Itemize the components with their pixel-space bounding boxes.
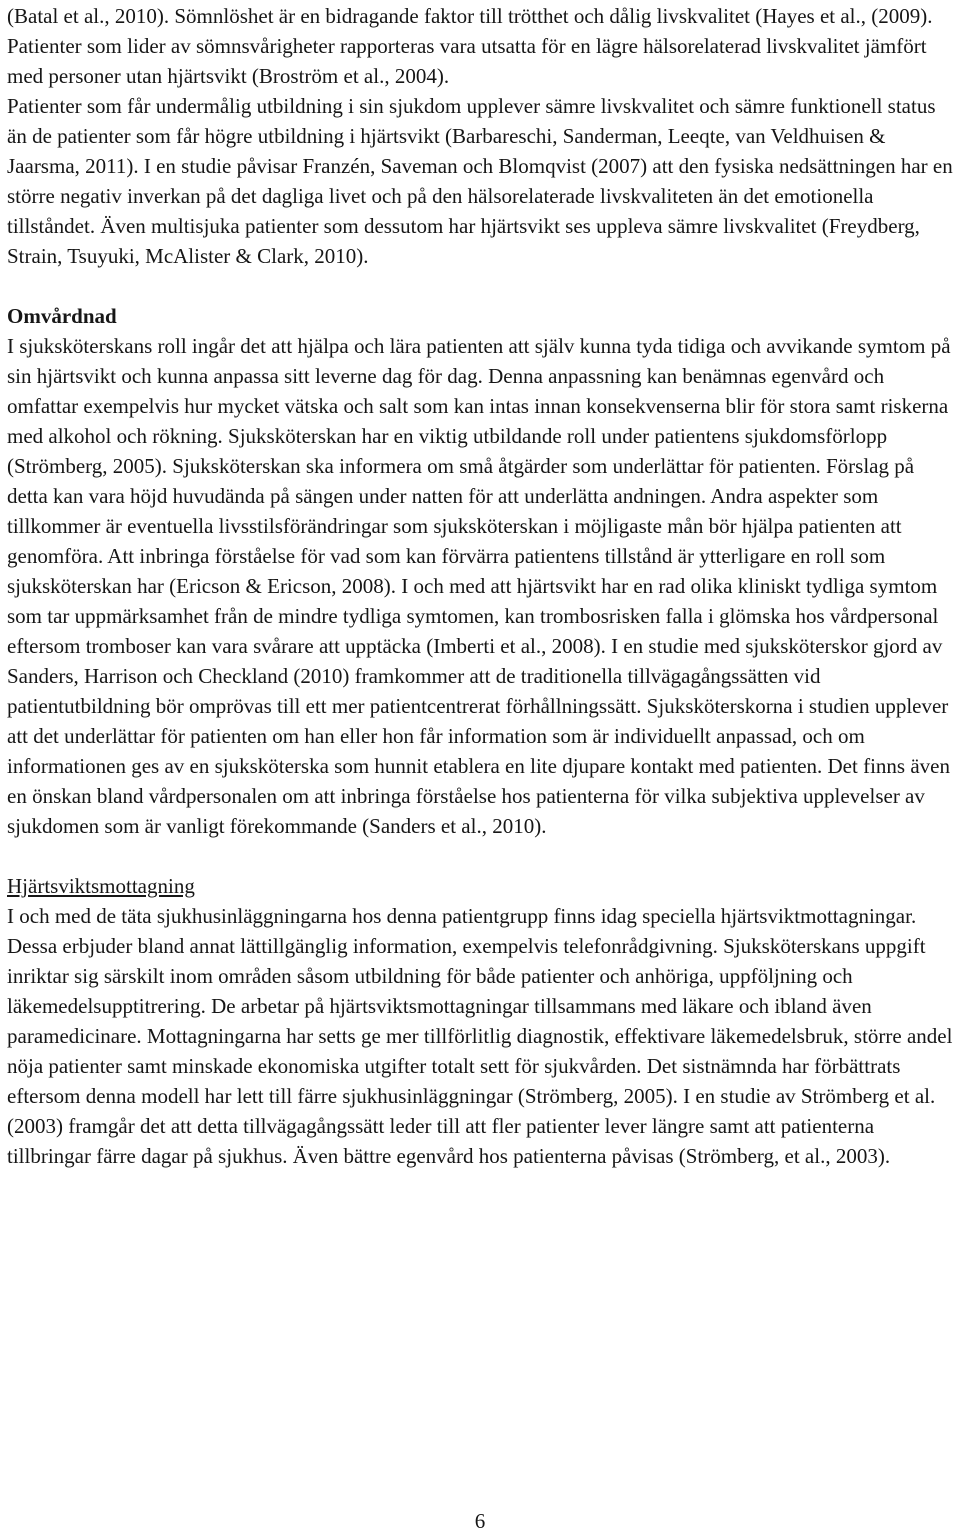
section-heading-hjartsviktsmottagning: Hjärtsviktsmottagning [7,874,195,898]
section-body-omvardnad: I sjuksköterskans roll ingår det att hjälpa och lära patienten att själv kunna tyda tidiga och avvikande symtom på sin hjärtsvikt och kunna anpassa sitt leverne dag för dag. Denna anpassning kan benämnas egenvård och omfattar exempelvis hur mycket vätska och salt som kan intas innan konsekvenserna blir för stora samt riskerna med alkohol och rökning. Sjuksköterskan har en viktig utbildande roll under patientens sjukdomsförlopp (Strömberg, 2005). Sjuksköterskan ska informera om små åtgärder som underlättar för patienten. Förslag på detta kan vara höjd huvudända på sängen under natten för att underlätta andningen. Andra aspekter som tillkommer är eventuella livsstilsförändringar som sjuksköterskan i möjligaste mån bör hjälpa patienten att genomföra. Att inbringa förståelse för vad som kan förvärra patientens tillstånd är ytterligare en roll som sjuksköterskan har (Ericson & Ericson, 2008). I och med att hjärtsvikt har en rad olika kliniskt tydliga symtom som tar uppmärksamhet från de mindre tydliga symtomen, kan trombosrisken falla i glömska hos vårdpersonal eftersom tromboser kan vara svårare att upptäcka (Imberti et al., 2008). I en studie med sjuksköterskor gjord av Sanders, Harrison och Checkland (2010) framkommer att de traditionella tillvägagångssätten vid patientutbildning bör omprövas till ett mer patientcentrerat förhållningssätt. Sjuksköterskorna i studien upplever att det underlättar för patienten om han eller hon får information som är individuellt anpassad, och om informationen ges av en sjuksköterska som hunnit etablera en lite djupare kontakt med patienten. Det finns även en önskan bland vårdpersonalen om att inbringa förståelse hos patienterna för vilka subjektiva upplevelser av sjukdomen som är vanligt förekommande (Sanders et al., 2010). [7,334,951,838]
document-page [7,0,955,1171]
page-number: 6 [474,1509,486,1533]
section-body-hjartsviktsmottagning: I och med de täta sjukhusinläggningarna hos denna patientgrupp finns idag speciella hjärtsviktmottagningar. Dessa erbjuder bland annat lättillgänglig information, exempelvis telefonrådgivning. Sjuksköterskans uppgift inriktar sig särskilt inom områden såsom utbildning för både patienter och anhöriga, uppföljning och läkemedelsupptitrering. De arbetar på hjärtsviktsmottagningar tillsammans med läkare och ibland även paramedicinare. Mottagningarna har setts ge mer tillförlitlig diagnostik, effektivare läkemedelsbruk, större andel nöja patienter samt minskade ekonomiska utgifter totalt sett för sjukvården. Det sistnämnda har förbättrats eftersom denna modell har lett till färre sjukhusinläggningar (Strömberg, 2005). I en studie av Strömberg et al. (2003) framgår det att detta tillvägagångssätt leder till att fler patienter lever längre samt att patienterna tillbringar färre dagar på sjukhus. Även bättre egenvård hos patienterna påvisas (Strömberg, et al., 2003). [7,904,953,1168]
section-heading-omvardnad: Omvårdnad [7,304,117,328]
paragraph-sleep-quality: (Batal et al., 2010). Sömnlöshet är en bidragande faktor till trötthet och dålig livskvalitet (Hayes et al., (2009). Patienter som lider av sömnsvårigheter rapporteras vara utsatta för en lägre hälsorelaterad livskvalitet jämfört med personer utan hjärtsvikt (Broström et al., 2004). [7,4,933,88]
paragraph-education-quality: Patienter som får undermålig utbildning i sin sjukdom upplever sämre livskvalitet och sämre funktionell status än de patienter som får högre utbildning i hjärtsvikt (Barbareschi, Sanderman, Leeqte, van Veldhuisen & Jaarsma, 2011). I en studie påvisar Franzén, Saveman och Blomqvist (2007) att den fysiska nedsättningen har en större negativ inverkan på det dagliga livet och på den hälsorelaterade livskvaliteten än det emotionella tillståndet. Även multisjuka patienter som dessutom har hjärtsvikt ses uppleva sämre livskvalitet (Freydberg, Strain, Tsuyuki, McAlister & Clark, 2010). [7,94,953,268]
